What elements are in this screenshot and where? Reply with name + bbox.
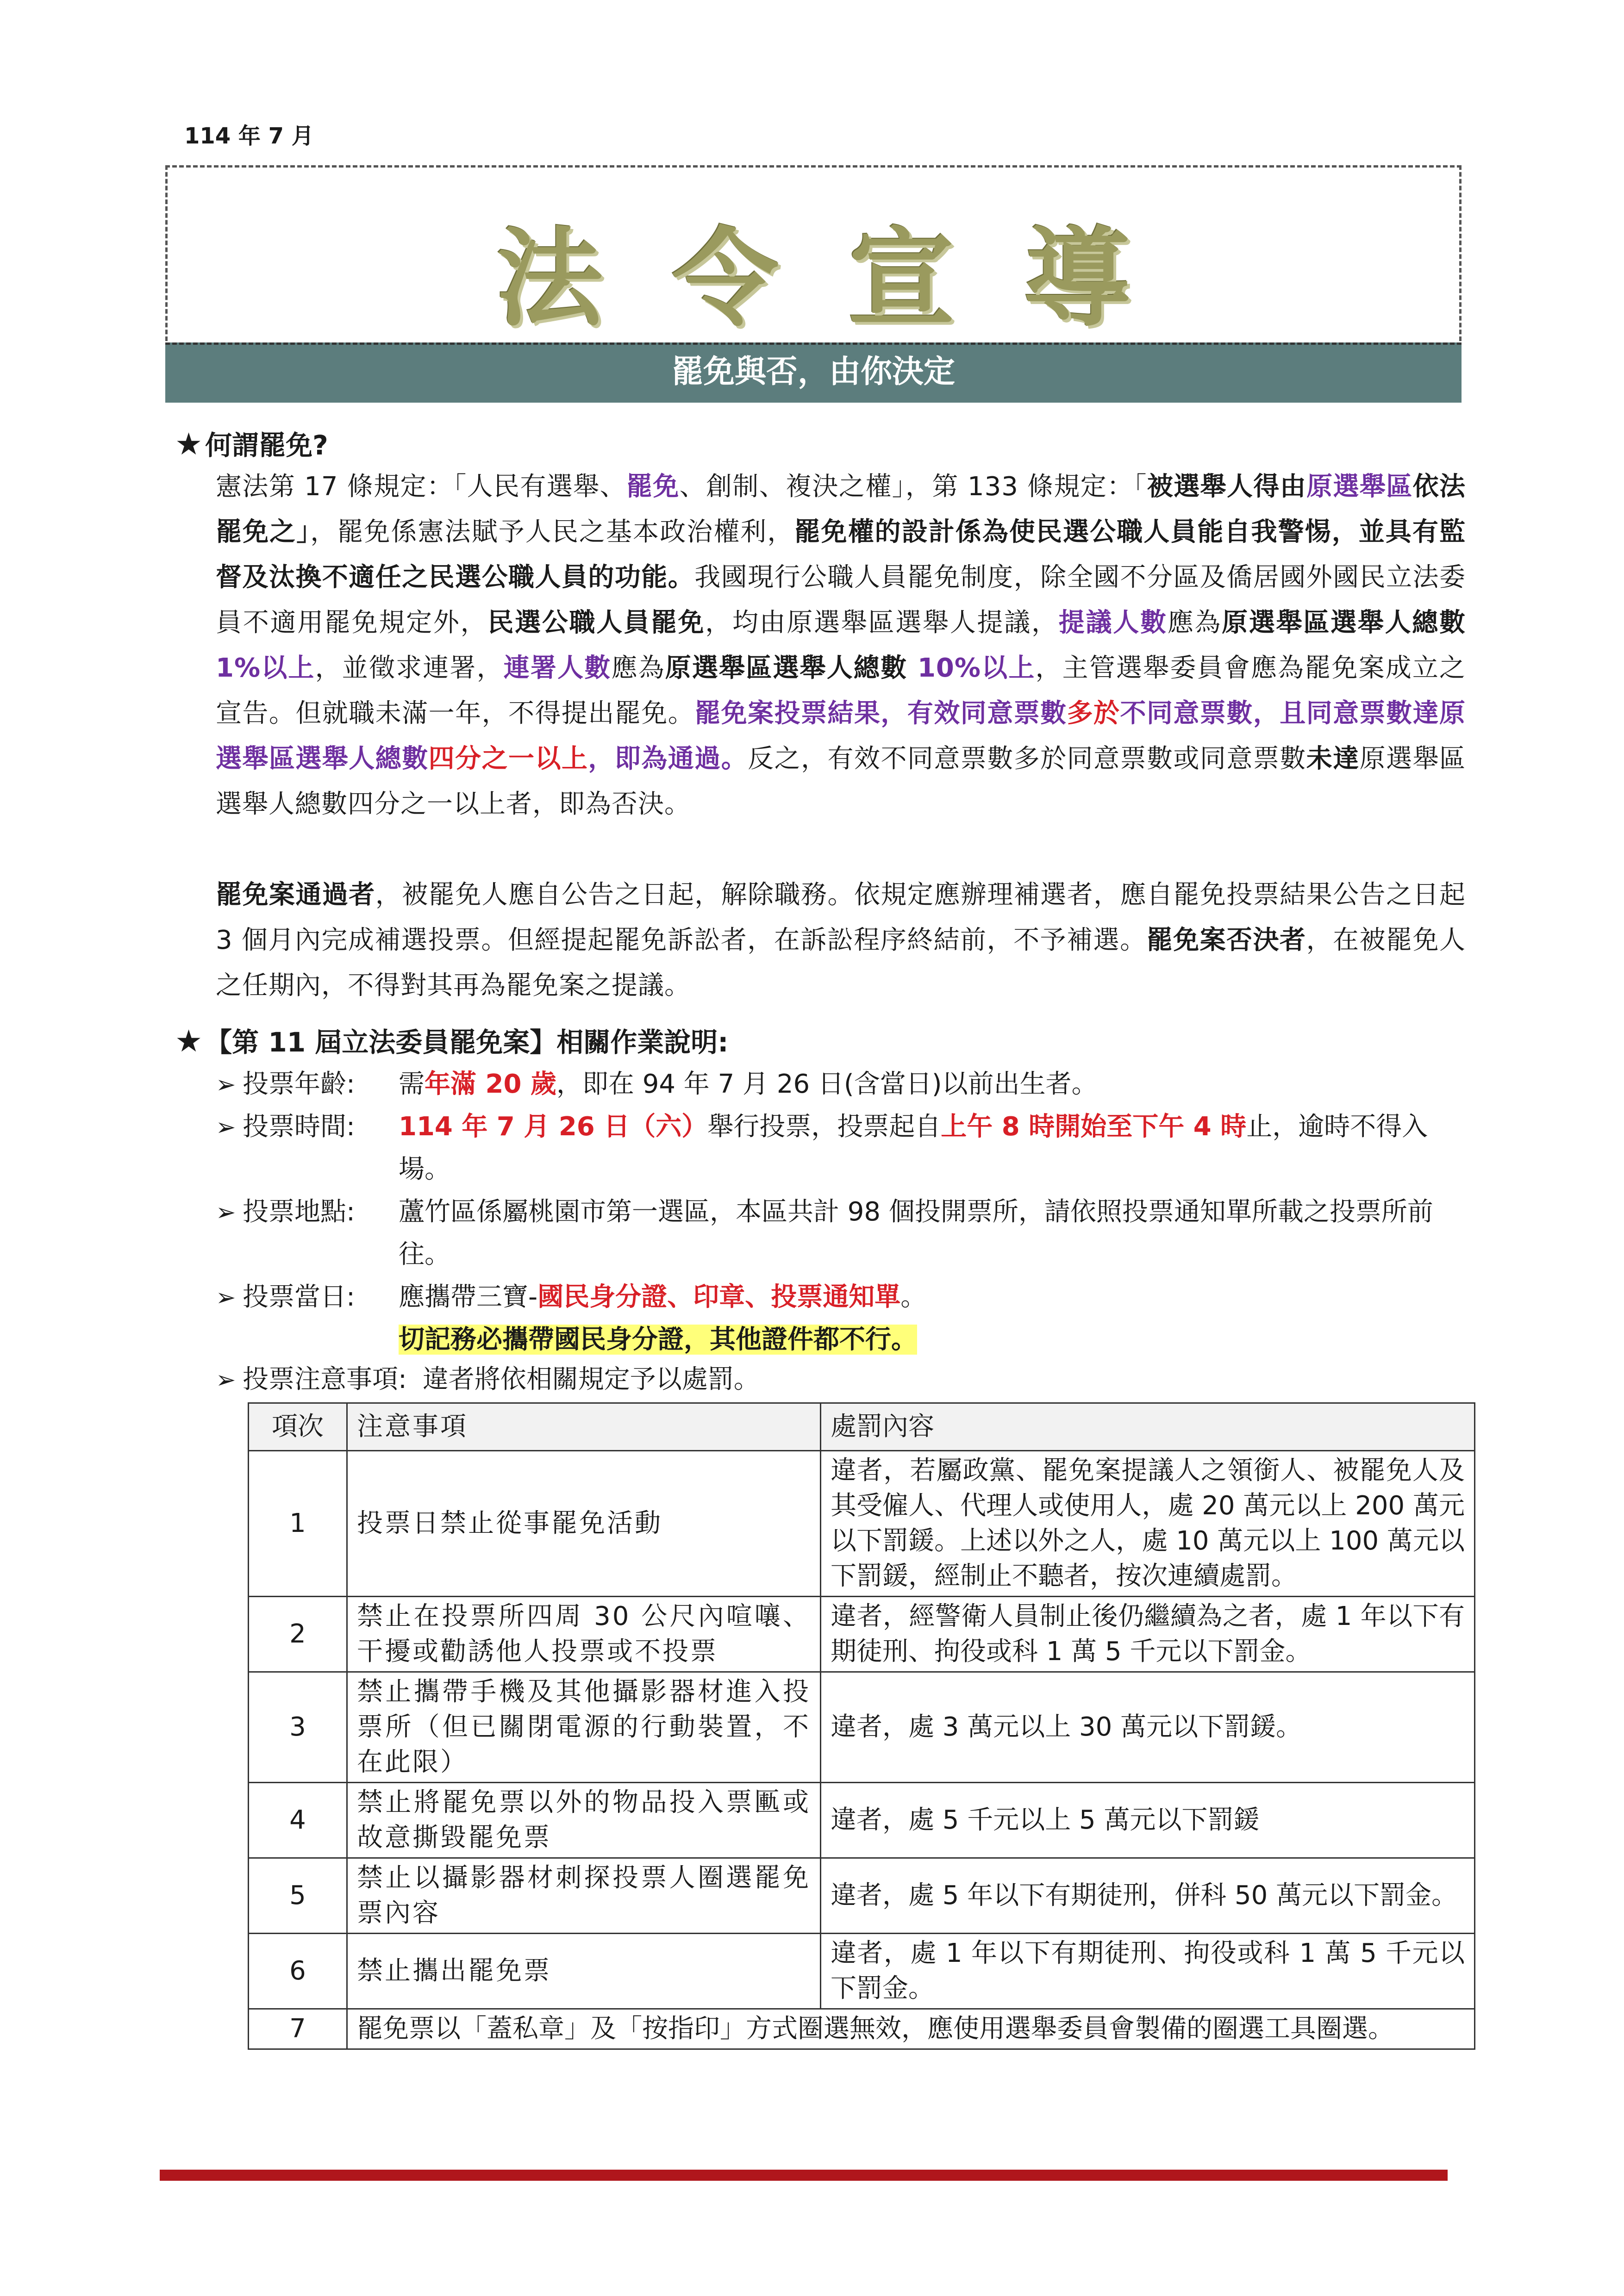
info-item-voting-notice: ➢ 投票注意事項: 違者將依相關規定予以處罰。 bbox=[216, 1358, 1466, 1401]
text-run: 1%以上 bbox=[216, 653, 315, 683]
text-run: 應為 bbox=[611, 653, 665, 683]
text-run: 反之，有效不同意票數多於同意票數或同意票數 bbox=[748, 744, 1306, 774]
penalty-table bbox=[248, 1402, 1475, 2050]
text-run: 舉行投票，投票起自 bbox=[707, 1112, 941, 1142]
star-icon: ★ bbox=[175, 426, 203, 462]
table-row bbox=[249, 2009, 1475, 2049]
text-run: 不同意票數，且同意票數達原選舉區選舉人總數 bbox=[216, 698, 1466, 774]
text-run: 蘆竹區係屬桃園市第一選區，本區共計 98 個投開票所，請依照投票通知單所載之投票所前往。 bbox=[399, 1197, 1433, 1269]
text-run: 連署人數 bbox=[503, 653, 612, 683]
row-number: 4 bbox=[249, 1783, 347, 1858]
text-run: ，並徵求連署， bbox=[315, 653, 504, 683]
text-run: 原選舉區選舉人總數 bbox=[1222, 608, 1466, 638]
recall-result-paragraph bbox=[216, 872, 1466, 1008]
text-run: 多於 bbox=[1067, 698, 1120, 728]
text-run: ，主管選舉委員會應為罷免案成立之宣告。但就職未滿一年，不得提出罷免。 bbox=[216, 653, 1466, 728]
row-number: 7 bbox=[249, 2009, 347, 2049]
text-run: 上午 8 時開始至下午 4 時 bbox=[941, 1112, 1247, 1142]
row-penalty: 違者，處 5 年以下有期徒刑，併科 50 萬元以下罰金。 bbox=[821, 1858, 1475, 1934]
text-run: 民選公職人員罷免 bbox=[487, 608, 706, 638]
text-run: 需 bbox=[399, 1069, 425, 1099]
document-date: 114 年 7 月 bbox=[184, 123, 314, 149]
arrow-bullet-icon: ➢ bbox=[216, 1284, 236, 1312]
text-run: 10%以上 bbox=[907, 653, 1036, 683]
row-notice: 禁止以攝影器材刺探投票人圈選罷免票內容 bbox=[347, 1858, 821, 1934]
arrow-bullet-icon: ➢ bbox=[216, 1114, 236, 1141]
text-run: 憲法第 17 條規定：「人民有選舉、 bbox=[216, 472, 626, 502]
text-run: 114 年 7 月 26 日（六） bbox=[399, 1112, 708, 1142]
text-run: 被選舉人得由 bbox=[1147, 472, 1307, 502]
text-run: 原選舉區選舉人總數四分之一以上者，即為否決。 bbox=[216, 744, 1466, 819]
section-heading-what-is-recall: ★ 何謂罷免? bbox=[175, 426, 328, 462]
text-run: 應攜帶三寶- bbox=[399, 1282, 538, 1312]
text-run: 提議人數 bbox=[1058, 608, 1168, 638]
star-icon: ★ bbox=[175, 1023, 203, 1059]
row-notice: 禁止在投票所四周 30 公尺內喧嚷、干擾或勸誘他人投票或不投票 bbox=[347, 1597, 821, 1672]
text-run: 罷免案通過者 bbox=[216, 880, 375, 910]
row-number: 5 bbox=[249, 1858, 347, 1934]
text-run: 未達 bbox=[1306, 744, 1360, 774]
text-run: ，均由原選舉區選舉人提議， bbox=[705, 608, 1059, 638]
recall-definition-paragraph bbox=[216, 464, 1466, 827]
row-penalty: 違者，處 1 年以下有期徒刑、拘役或科 1 萬 5 千元以下罰金。 bbox=[821, 1934, 1475, 2009]
text-run: 止，逾時不得入場。 bbox=[399, 1112, 1428, 1184]
row-penalty: 違者，經警衛人員制止後仍繼續為之者，處 1 年以下有期徒刑、拘役或科 1 萬 5 千元以下罰金。 bbox=[821, 1597, 1475, 1672]
title-frame bbox=[165, 165, 1462, 341]
page-title: 法令宣導 bbox=[496, 216, 1200, 341]
text-run: 、創制、複決之權」，第 133 條規定：「 bbox=[679, 472, 1147, 502]
row-notice: 禁止攜出罷免票 bbox=[347, 1934, 821, 2009]
table-row bbox=[249, 1672, 1475, 1783]
info-item-voting-age: ➢ 投票年齡: 需年滿 20 歲，即在 94 年 7 月 26 日(含當日)以前出生者。 bbox=[216, 1063, 1466, 1106]
text-run: 四分之一以上 bbox=[428, 744, 588, 774]
table-row bbox=[249, 1858, 1475, 1934]
row-notice: 投票日禁止從事罷免活動 bbox=[347, 1451, 821, 1597]
text-run: 罷免案投票結果，有效同意票數 bbox=[694, 698, 1067, 728]
highlighted-reminder: 切記務必攜帶國民身分證，其他證件都不行。 bbox=[399, 1325, 917, 1355]
text-run: 罷免權的設計係為使民選公職人員能自我警惕，並具有監督及汰換不適任之民選公職人員的功能。 bbox=[216, 517, 1466, 592]
row-number: 6 bbox=[249, 1934, 347, 2009]
row-penalty: 違者，處 5 千元以上 5 萬元以下罰鍰 bbox=[821, 1783, 1475, 1858]
footer-divider bbox=[160, 2170, 1448, 2181]
arrow-bullet-icon: ➢ bbox=[216, 1366, 236, 1394]
row-number: 1 bbox=[249, 1451, 347, 1597]
column-header-notice: 注意事項 bbox=[347, 1403, 821, 1451]
row-notice: 禁止攜帶手機及其他攝影器材進入投票所（但已關閉電源的行動裝置，不在此限） bbox=[347, 1672, 821, 1783]
table-header-row bbox=[249, 1403, 1475, 1451]
table-row bbox=[249, 1783, 1475, 1858]
column-header-penalty: 處罰內容 bbox=[821, 1403, 1475, 1451]
table-row bbox=[249, 1934, 1475, 2009]
text-run: 原選舉區選舉人總數 bbox=[665, 653, 908, 683]
text-run: 應為 bbox=[1167, 608, 1222, 638]
text-run: 年滿 20 歲 bbox=[425, 1069, 556, 1099]
text-run: 我國現行公職人員罷免制度，除全國不分區及僑居國外國民立法委員不適用罷免規定外， bbox=[216, 562, 1466, 638]
arrow-bullet-icon: ➢ bbox=[216, 1199, 236, 1226]
info-item-voting-location: ➢ 投票地點: 蘆竹區係屬桃園市第一選區，本區共計 98 個投開票所，請依照投票通知單所載之投票所前往。 bbox=[216, 1191, 1466, 1234]
row-number: 2 bbox=[249, 1597, 347, 1672]
column-header-number: 項次 bbox=[249, 1403, 347, 1451]
table-row bbox=[249, 1597, 1475, 1672]
row-notice: 禁止將罷免票以外的物品投入票匭或故意撕毀罷免票 bbox=[347, 1783, 821, 1858]
info-item-voting-day: ➢ 投票當日: 應攜帶三寶-國民身分證、印章、投票通知單。 bbox=[216, 1276, 1466, 1319]
text-run: ，即為通過。 bbox=[588, 744, 748, 774]
text-run: 依法罷免之」 bbox=[216, 472, 1466, 547]
text-run: ，在被罷免人之任期內，不得對其再為罷免案之提議。 bbox=[216, 925, 1466, 1001]
text-run: 罷免案否決者 bbox=[1146, 925, 1306, 955]
row-number: 3 bbox=[249, 1672, 347, 1783]
row-penalty: 違者，若屬政黨、罷免案提議人之領銜人、被罷免人及其受僱人、代理人或使用人，處 20 萬元以上 200 萬元以下罰鍰。上述以外之人，處 10 萬元以上 100 萬元以下罰鍰，經制止不聽者，按次連續處罰。 bbox=[821, 1451, 1475, 1597]
info-item-voting-time: ➢ 投票時間: 114 年 7 月 26 日（六）舉行投票，投票起自上午 8 時開始至下午 4 時止，逾時不得入場。 bbox=[216, 1106, 1466, 1149]
text-run: ，罷免係憲法賦予人民之基本政治權利， bbox=[310, 517, 794, 547]
subtitle-banner: 罷免與否，由你決定 bbox=[165, 342, 1462, 403]
section-heading-operations: ★ 【第 11 屆立法委員罷免案】相關作業說明: bbox=[175, 1023, 729, 1059]
row-penalty: 違者，處 3 萬元以上 30 萬元以下罰鍰。 bbox=[821, 1672, 1475, 1783]
row-notice-merged: 罷免票以「蓋私章」及「按指印」方式圈選無效，應使用選舉委員會製備的圈選工具圈選。 bbox=[347, 2009, 1475, 2049]
text-run: 。 bbox=[900, 1282, 927, 1312]
text-run: 罷免 bbox=[626, 472, 680, 502]
table-row bbox=[249, 1451, 1475, 1597]
text-run: ，即在 94 年 7 月 26 日(含當日)以前出生者。 bbox=[556, 1069, 1098, 1099]
text-run: 原選舉區 bbox=[1306, 472, 1413, 502]
text-run: 國民身分證、印章、投票通知單 bbox=[537, 1282, 901, 1312]
arrow-bullet-icon: ➢ bbox=[216, 1071, 236, 1099]
text-run: ，被罷免人應自公告之日起，解除職務。依規定應辦理補選者，應自罷免投票結果公告之日起 3 個月內完成補選投票。但經提起罷免訴訟者，在訴訟程序終結前，不予補選。 bbox=[216, 880, 1466, 955]
